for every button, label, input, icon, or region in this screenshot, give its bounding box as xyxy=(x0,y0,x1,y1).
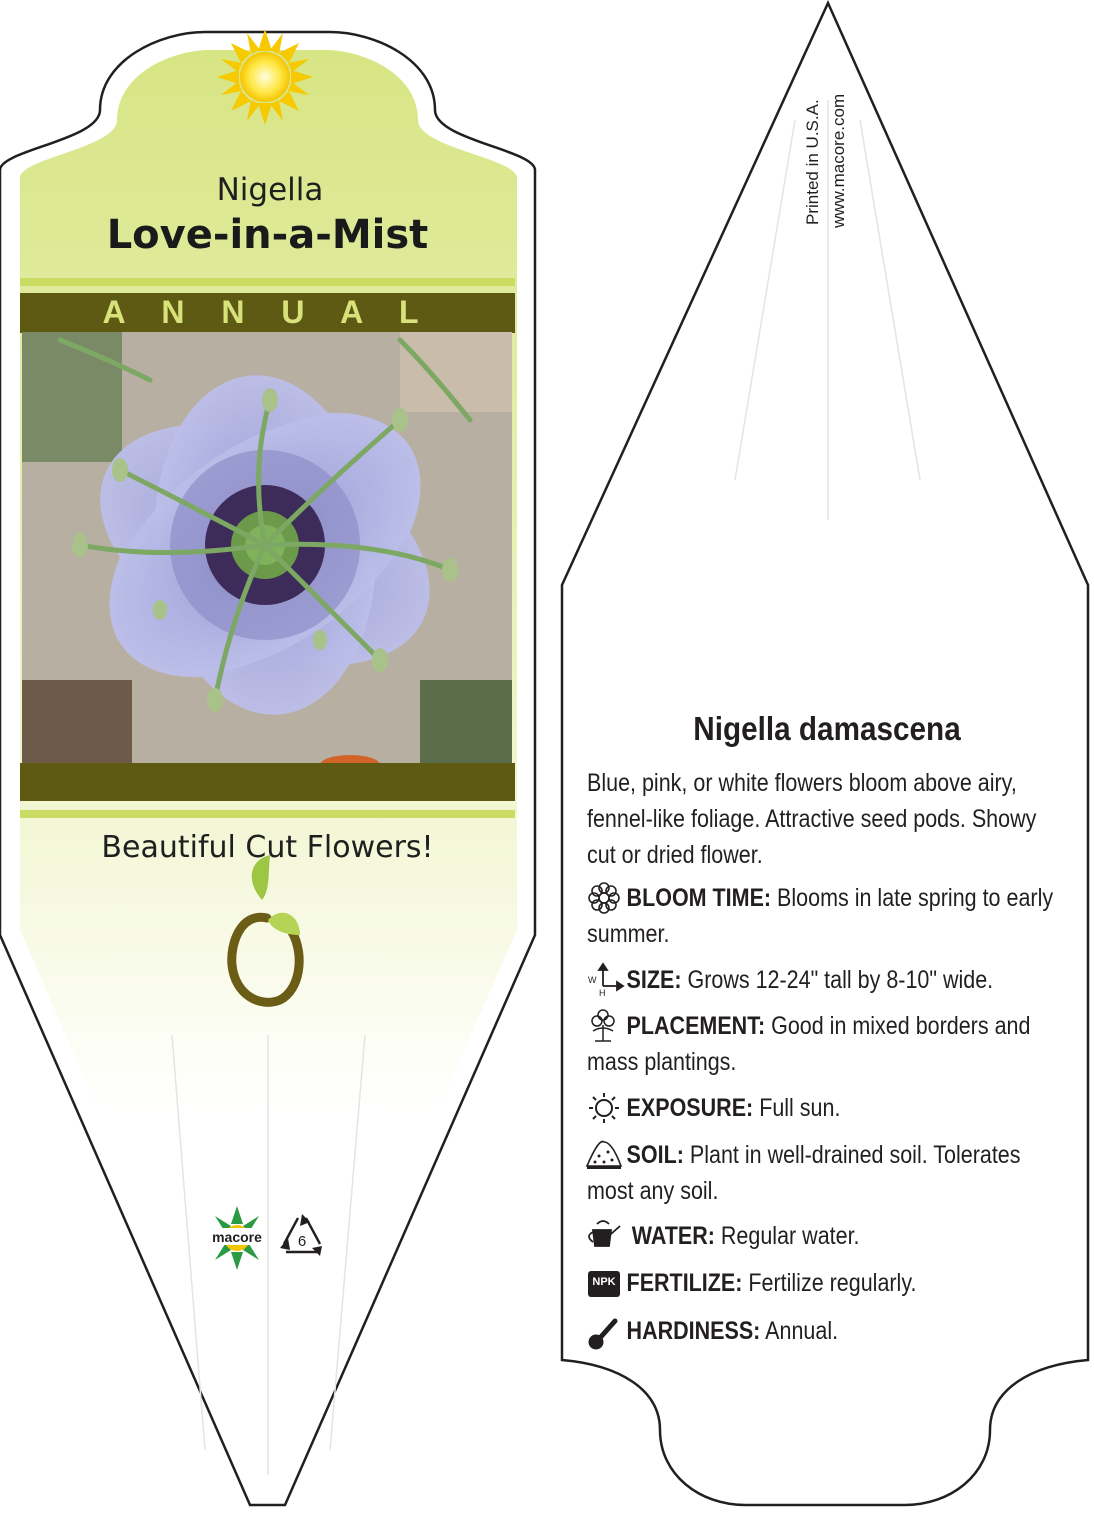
sun-icon xyxy=(217,29,313,125)
category-label: A N N U A L xyxy=(102,294,433,330)
care-bloom-time: BLOOM TIME: Blooms in late spring to early summer. xyxy=(587,884,1054,948)
botanical-name: Nigella damascena xyxy=(693,710,961,747)
printed-in-usa: Printed in U.S.A. xyxy=(803,99,822,225)
tagline: Beautiful Cut Flowers! xyxy=(101,830,434,865)
care-size: SIZE: Grows 12-24" tall by 8-10" wide. xyxy=(626,966,994,994)
recycle-number: 6 xyxy=(297,1233,307,1250)
care-hardiness: HARDINESS: Annual. xyxy=(626,1317,839,1345)
size-icon-h: H xyxy=(599,988,606,998)
care-exposure: EXPOSURE: Full sun. xyxy=(626,1094,841,1122)
care-soil: SOIL: Plant in well-drained soil. Tolerates most any soil. xyxy=(587,1141,1021,1205)
size-icon-w: W xyxy=(588,975,597,985)
website: www.macore.com xyxy=(829,93,848,228)
genus-name: Nigella xyxy=(216,172,324,208)
care-placement: PLACEMENT: Good in mixed borders and mass plantings. xyxy=(587,1012,1031,1076)
macore-logo-text: macore xyxy=(212,1229,262,1245)
plant-description: Blue, pink, or white flowers bloom above airy, fennel-like foliage. Attractive seed pods. Showy cut or dried flower. xyxy=(587,769,1037,869)
npk-icon-text: NPK xyxy=(592,1276,616,1288)
care-water: WATER: Regular water. xyxy=(631,1222,860,1250)
flower-photo xyxy=(22,332,512,775)
care-fertilize: FERTILIZE: Fertilize regularly. xyxy=(626,1269,917,1297)
common-name: Love-in-a-Mist xyxy=(106,212,429,258)
